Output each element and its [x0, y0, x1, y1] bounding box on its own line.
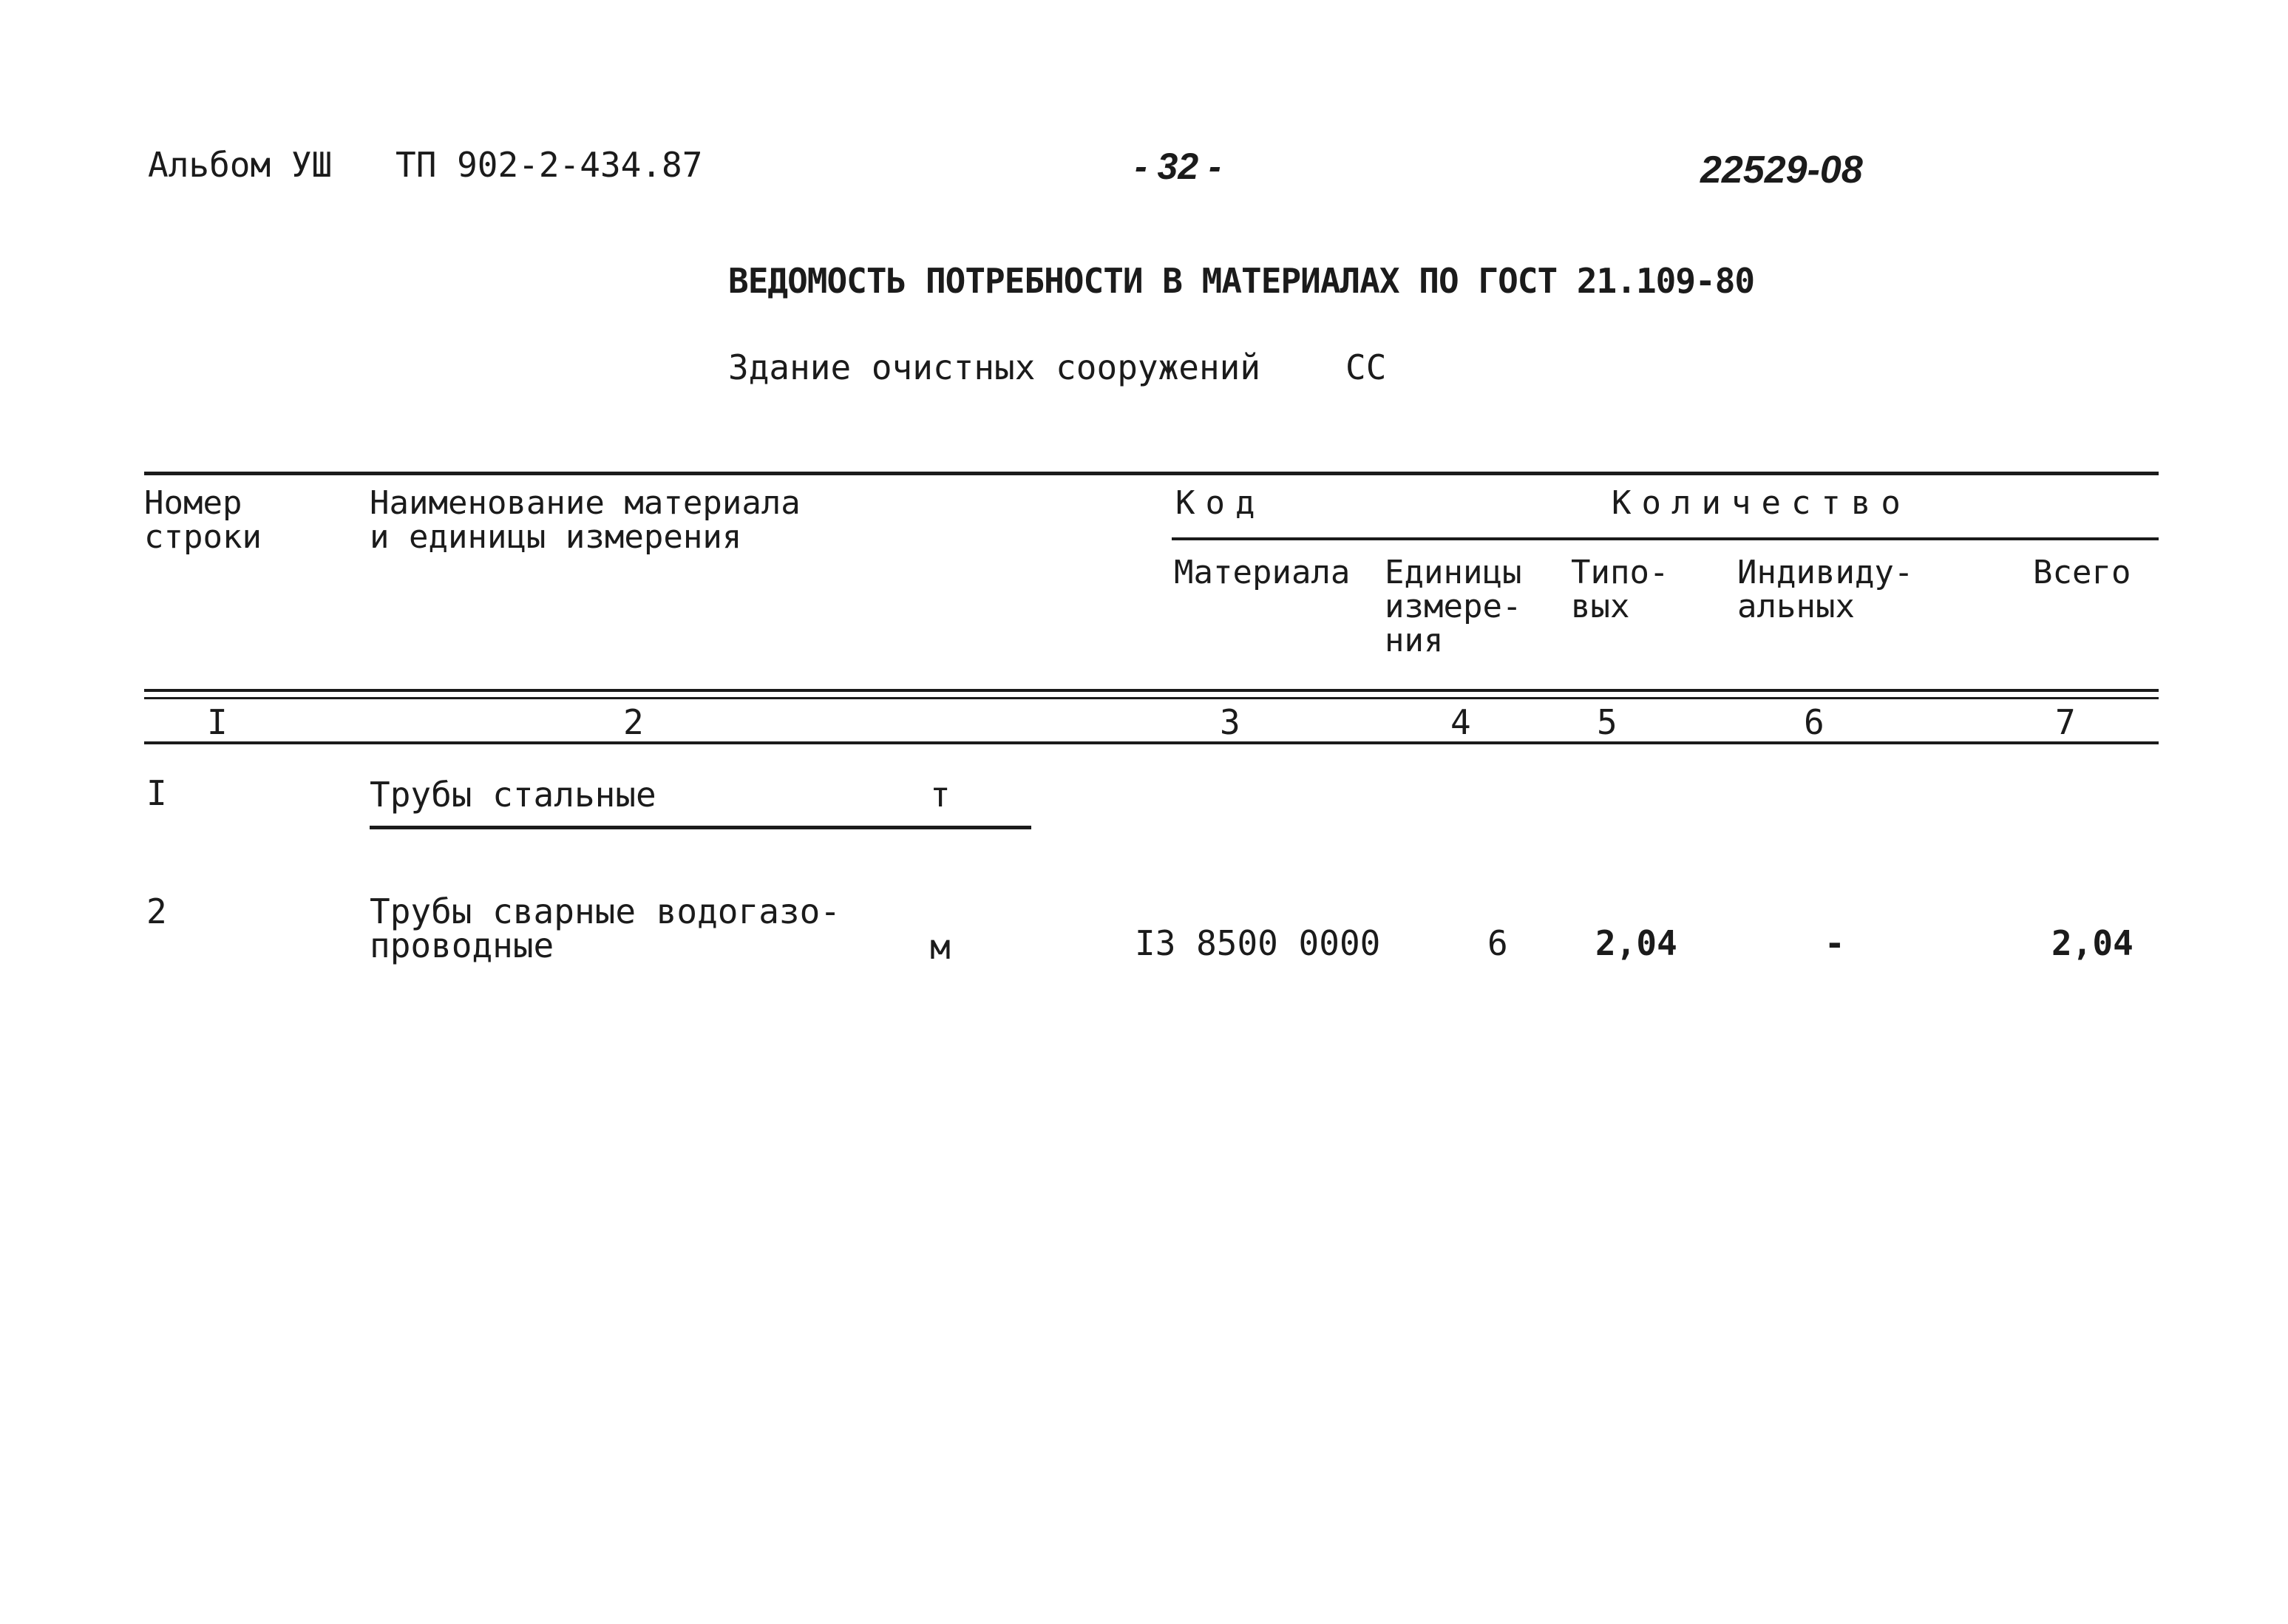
column-number-5: 5	[1597, 702, 1617, 742]
header-typical	[1571, 556, 1669, 624]
row-2-unit-code: 6	[1487, 923, 1508, 963]
column-number-6: 6	[1804, 702, 1824, 742]
row-2-number: 2	[146, 891, 167, 931]
header-bottom-rule	[144, 689, 2159, 692]
column-numbers-rule	[144, 741, 2159, 744]
header-name-line1: Наименование материала	[370, 484, 801, 522]
header-row-number-line2: строки	[144, 518, 262, 556]
header-row-number-line1: Номер	[144, 484, 242, 522]
row-1-group-underline	[370, 826, 1031, 829]
header-code-group: Код	[1175, 484, 1266, 522]
header-total: Всего	[2033, 554, 2131, 591]
project-code: ТП 902-2-434.87	[396, 145, 703, 185]
row-2-total: 2,04	[2051, 923, 2133, 963]
header-row-number	[144, 486, 262, 554]
column-number-7: 7	[2055, 702, 2076, 742]
header-material: Материала	[1174, 554, 1351, 591]
row-1-number: I	[146, 773, 167, 813]
column-number-4: 4	[1450, 702, 1471, 742]
header-individual-line2: альных	[1737, 588, 1855, 625]
header-quantity-group: Количество	[1612, 484, 1911, 522]
building-name: Здание очистных сооружений	[728, 347, 1261, 387]
row-1-unit: т	[930, 775, 951, 815]
header-individual-line1: Индивиду-	[1737, 554, 1914, 591]
row-2-name	[370, 891, 841, 965]
header-unit-line3: ния	[1385, 622, 1444, 659]
header-bottom-rule-2	[144, 697, 2159, 699]
building-code: СС	[1345, 347, 1387, 387]
column-number-3: 3	[1220, 702, 1240, 742]
document-code: 22529-08	[1700, 149, 1863, 191]
header-unit	[1385, 556, 1521, 658]
row-1-name: Трубы стальные	[370, 775, 656, 815]
row-2-name-line2: проводные	[370, 925, 554, 965]
header-individual	[1737, 556, 1913, 624]
row-2-unit: м	[930, 927, 951, 967]
table-top-rule	[144, 472, 2159, 475]
header-name	[370, 486, 801, 554]
header-unit-line1: Единицы	[1385, 554, 1522, 591]
header-typical-line2: вых	[1571, 588, 1630, 625]
header-unit-line2: измере-	[1385, 588, 1522, 625]
row-2-name-line1: Трубы сварные водогазо-	[370, 891, 841, 931]
row-2-material-code: I3 8500 0000	[1135, 923, 1381, 963]
row-2-individual: -	[1824, 923, 1845, 963]
page-number: - 32 -	[1135, 146, 1221, 187]
page-title: ВЕДОМОСТЬ ПОТРЕБНОСТИ В МАТЕРИАЛАХ ПО ГОСТ 21.109-80	[728, 261, 1755, 301]
column-number-1: I	[207, 702, 228, 742]
column-number-2: 2	[623, 702, 644, 742]
header-name-line2: и единицы измерения	[370, 518, 742, 556]
header-typical-line1: Типо-	[1571, 554, 1669, 591]
code-quantity-rule	[1172, 537, 2159, 540]
row-2-typical: 2,04	[1595, 923, 1677, 963]
album-label: Альбом УШ	[148, 145, 333, 185]
